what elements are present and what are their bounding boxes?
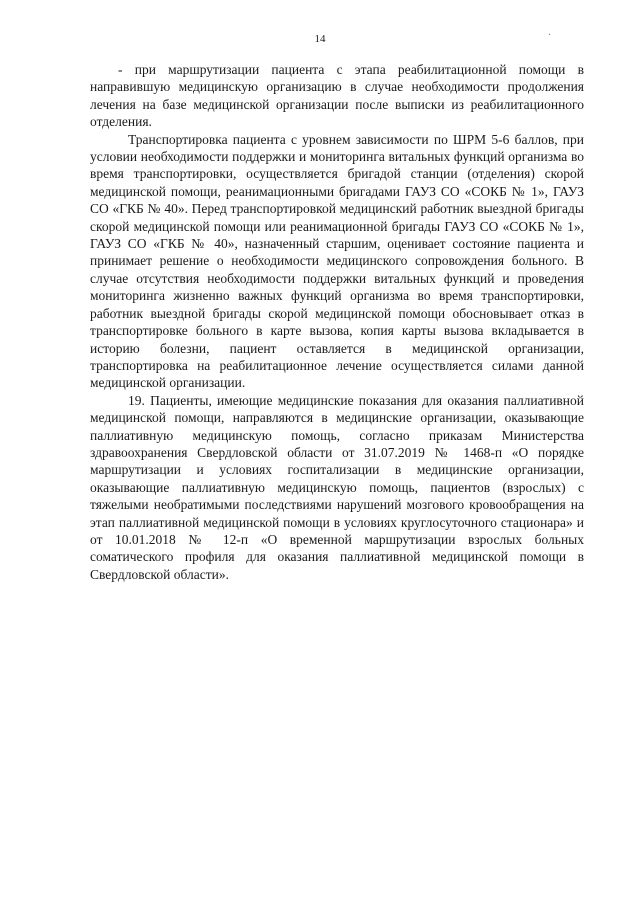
scan-speck: · [548,30,552,41]
page-number: 14 [314,33,326,45]
paragraph-palliative-care: 19. Пациенты, имеющие медицинские показания для оказания паллиативной медицинской помощи, направляются в медицинские организации, оказывающие паллиативную медицинскую помощь, согласно приказам Министерства здравоохранения Свердловской области от 31.07.2019 № 1468-п «О порядке маршрутизации и условиях госпитализации в медицинские организации, оказывающие паллиативную медицинскую помощь, пациентов (взрослых) с тяжелыми необратимыми последствиями нарушений мозгового кровообращения на этап паллиативной медицинской помощи в условиях круглосуточного стационара» и от 10.01.2018 № 12-п «О временной маршрутизации взрослых больных соматического профиля для оказания паллиативной медицинской помощи в Свердловской области». [90,392,584,582]
document-body [90,61,584,583]
paragraph-routing-return: - при маршрутизации пациента с этапа реабилитационной помощи в направившую медицинскую организацию в случае необходимости продолжения лечения на базе медицинской организации после выписки из реабилитационного отделения. [90,62,584,130]
paragraph-transportation: Транспортировка пациента с уровнем зависимости по ШРМ 5-6 баллов, при условии необходимости поддержки и мониторинга витальных функций организма во время транспортировки, осуществляется бригадой станции (отделения) скорой медицинской помощи, реанимационными бригадами ГАУЗ СО «СОКБ № 1», ГАУЗ СО «ГКБ № 40». Перед транспортировкой медицинский работник выездной бригады скорой медицинской помощи или реанимационной бригады ГАУЗ СО «СОКБ № 1», ГАУЗ СО «ГКБ № 40», назначенный старшим, оценивает состояние пациента и принимает решение о необходимости медицинского сопровождения больного. В случае отсутствия необходимости поддержки витальных функций и проведения мониторинга жизненно важных функций организма во время транспортировки, работник выездной бригады скорой медицинской помощи обосновывает отказ в транспортировке больного в карте вызова, копия карты вызова вкладывается в историю болезни, пациент оставляется в медицинской организации, транспортировка на реабилитационное лечение осуществляется силами данной медицинской организации. [90,131,584,391]
